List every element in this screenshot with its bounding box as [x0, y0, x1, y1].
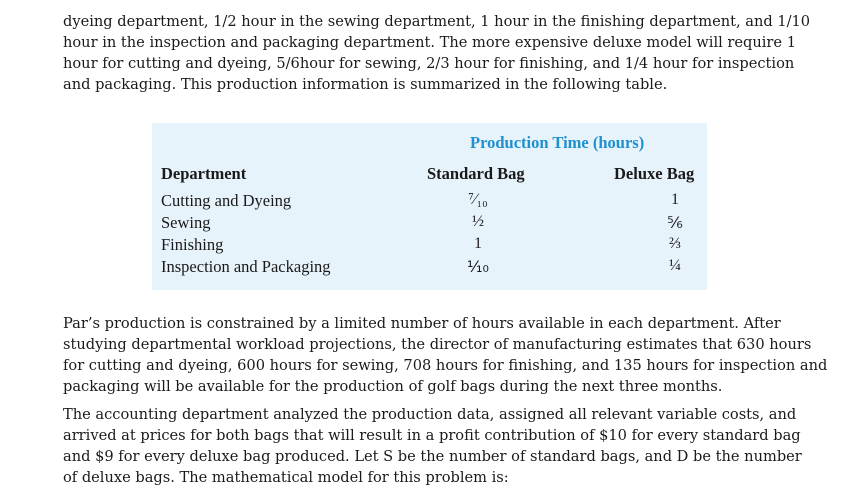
cell-department: Finishing	[161, 235, 224, 254]
cell-department: Inspection and Packaging	[161, 257, 331, 276]
cell-department: Cutting and Dyeing	[161, 191, 292, 210]
cell-standard: 1	[474, 235, 482, 252]
table-row	[152, 235, 707, 257]
paragraph-line: studying departmental workload projections, the director of manufacturing estimates that 630 hours	[63, 336, 812, 353]
cell-department: Sewing	[161, 213, 211, 232]
cell-standard: ⅒	[467, 259, 489, 276]
paragraph-constraints	[63, 313, 828, 397]
cell-standard: ½	[472, 213, 484, 230]
table-row	[152, 213, 707, 235]
paragraph-profit	[63, 404, 803, 488]
paragraph-line: and packaging. This production information is summarized in the following table.	[63, 76, 668, 93]
paragraph-line: and $9 for every deluxe bag produced. Let S be the number of standard bags, and D be the number	[63, 448, 802, 465]
paragraph-line: hour in the inspection and packaging department. The more expensive deluxe model will require 1	[63, 34, 796, 51]
paragraph-line: dyeing department, 1/2 hour in the sewing department, 1 hour in the finishing department, and 1/10	[63, 13, 811, 30]
paragraph-top	[63, 11, 811, 95]
paragraph-line: for cutting and dyeing, 600 hours for sewing, 708 hours for finishing, and 135 hours for inspection and	[63, 357, 828, 374]
table-group-header: Production Time (hours)	[470, 133, 645, 152]
paragraph-line: arrived at prices for both bags that will result in a profit contribution of $10 for every standard bag	[63, 427, 801, 444]
cell-standard: ⁷⁄₁₀	[468, 191, 488, 208]
cell-deluxe: ⅔	[669, 235, 681, 252]
column-header-department: Department	[161, 164, 247, 183]
paragraph-line: packaging will be available for the production of golf bags during the next three months.	[63, 378, 723, 395]
table-row	[152, 191, 707, 213]
paragraph-line: hour for cutting and dyeing, 5/6hour for sewing, 2/3 hour for finishing, and 1/4 hour for inspection	[63, 55, 795, 72]
column-header-standard-bag: Standard Bag	[427, 164, 525, 183]
table-row	[152, 257, 707, 279]
column-header-deluxe-bag: Deluxe Bag	[614, 164, 695, 183]
paragraph-line: The accounting department analyzed the production data, assigned all relevant variable costs, and	[63, 406, 797, 423]
paragraph-line: of deluxe bags. The mathematical model for this problem is:	[63, 469, 509, 486]
cell-deluxe: ¼	[669, 257, 681, 274]
paragraph-line: Par’s production is constrained by a limited number of hours available in each department. After	[63, 315, 781, 332]
cell-deluxe: ⅚	[667, 215, 683, 232]
production-time-table	[152, 123, 707, 290]
cell-deluxe: 1	[671, 191, 679, 208]
